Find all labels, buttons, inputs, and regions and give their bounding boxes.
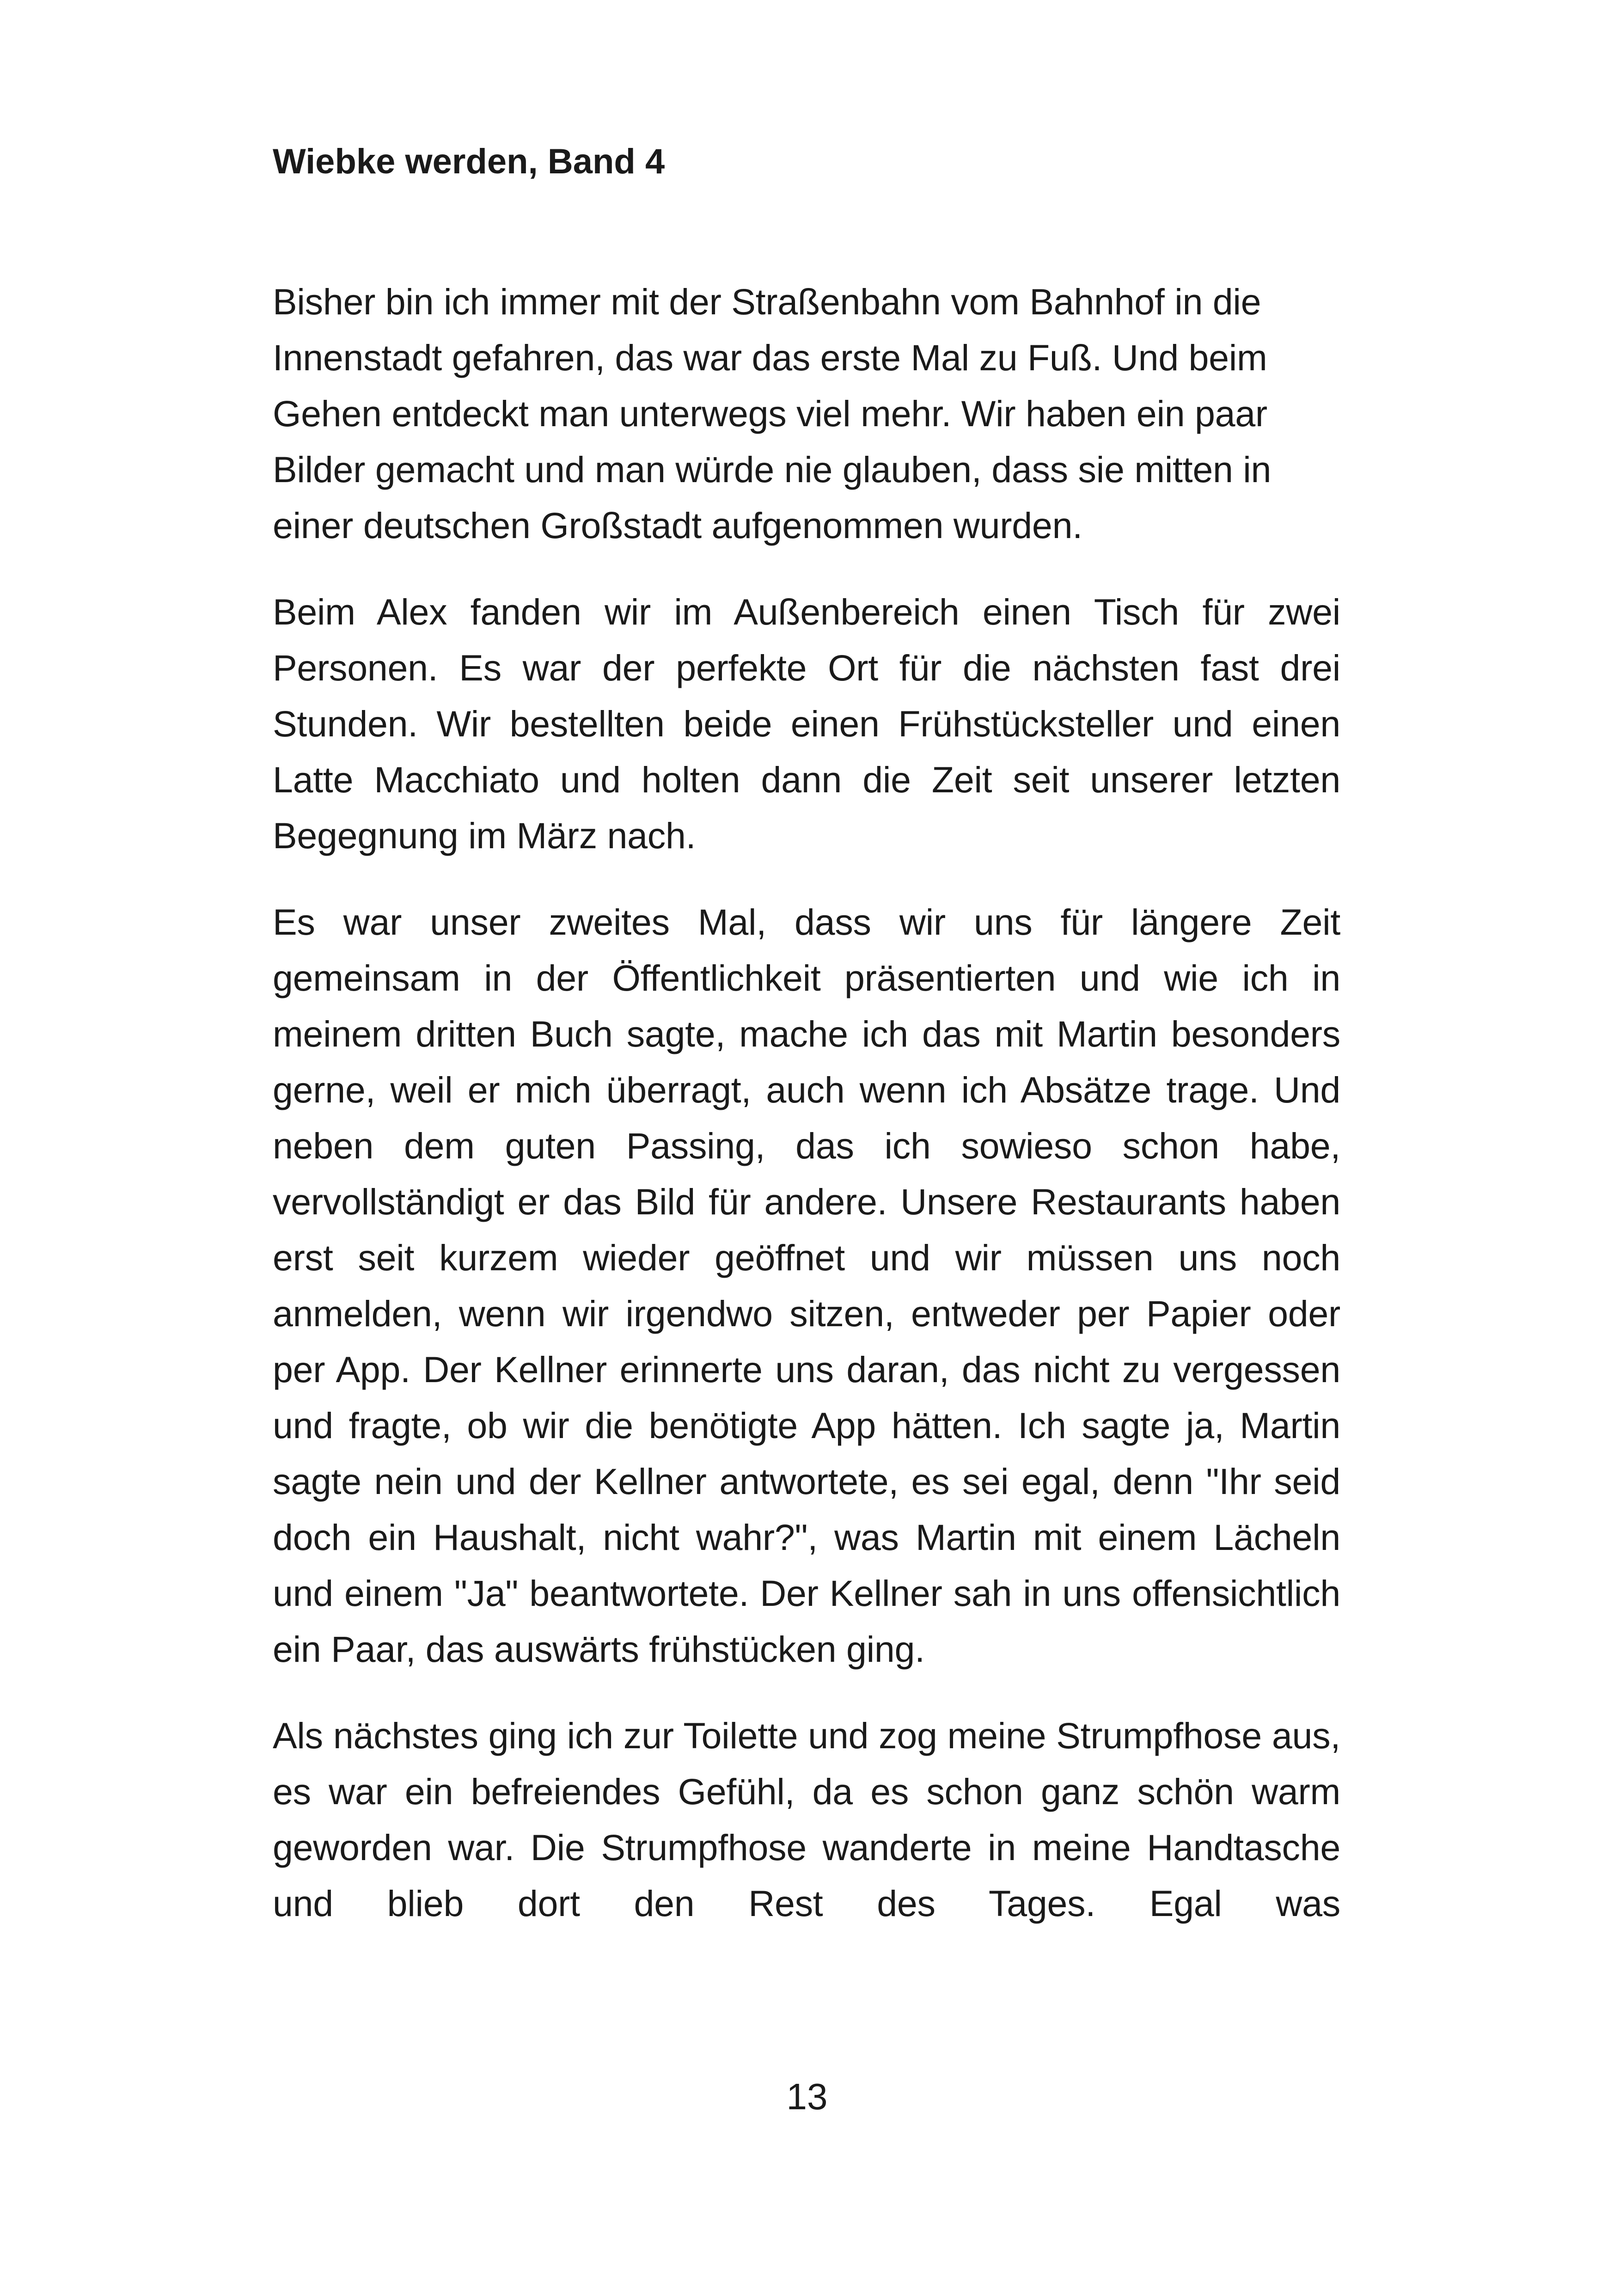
- running-header: Wiebke werden, Band 4: [273, 142, 665, 181]
- paragraph: Als nächstes ging ich zur Toilette und zog meine Strumpfhose aus, es war ein befreiendes Gefühl, da es schon ganz schön warm geworden war. Die Strumpfhose wanderte in meine Handtasche und blieb dort den Rest des Tages. Egal was: [273, 1715, 1340, 1924]
- page-number: 13: [786, 2076, 828, 2117]
- body-text: [273, 274, 1340, 1931]
- paragraph: Es war unser zweites Mal, dass wir uns für längere Zeit gemeinsam in der Öffentlichkeit präsentierten und wie ich in meinem dritten Buch sagte, mache ich das mit Martin besonders gerne, weil er mich überragt, auch wenn ich Absätze trage. Und neben dem guten Passing, das ich sowieso schon habe, vervollständigt er das Bild für andere. Unsere Restaurants haben erst seit kurzem wieder geöffnet und wir müssen uns noch anmelden, wenn wir irgendwo sitzen, entweder per Papier oder per App. Der Kellner erinnerte uns daran, das nicht zu vergessen und fragte, ob wir die benötigte App hätten. Ich sagte ja, Martin sagte nein und der Kellner antwortete, es sei egal, denn "Ihr seid doch ein Haushalt, nicht wahr?", was Martin mit einem Lächeln und einem "Ja" beantwortete. Der Kellner sah in uns offensichtlich ein Paar, das auswärts frühstücken ging.: [273, 901, 1340, 1670]
- paragraph: Bisher bin ich immer mit der Straßenbahn vom Bahnhof in die Innenstadt gefahren, das war das erste Mal zu Fuß. Und beim Gehen entdeckt man unterwegs viel mehr. Wir haben ein paar Bilder gemacht und man würde nie glauben, dass sie mitten in einer deutschen Großstadt aufgenommen wurden.: [273, 281, 1272, 546]
- paragraph: Beim Alex fanden wir im Außenbereich einen Tisch für zwei Personen. Es war der perfekte Ort für die nächsten fast drei Stunden. Wir bestellten beide einen Frühstücksteller und einen Latte Macchiato und holten dann die Zeit seit unserer letzten Begegnung im März nach.: [273, 591, 1340, 856]
